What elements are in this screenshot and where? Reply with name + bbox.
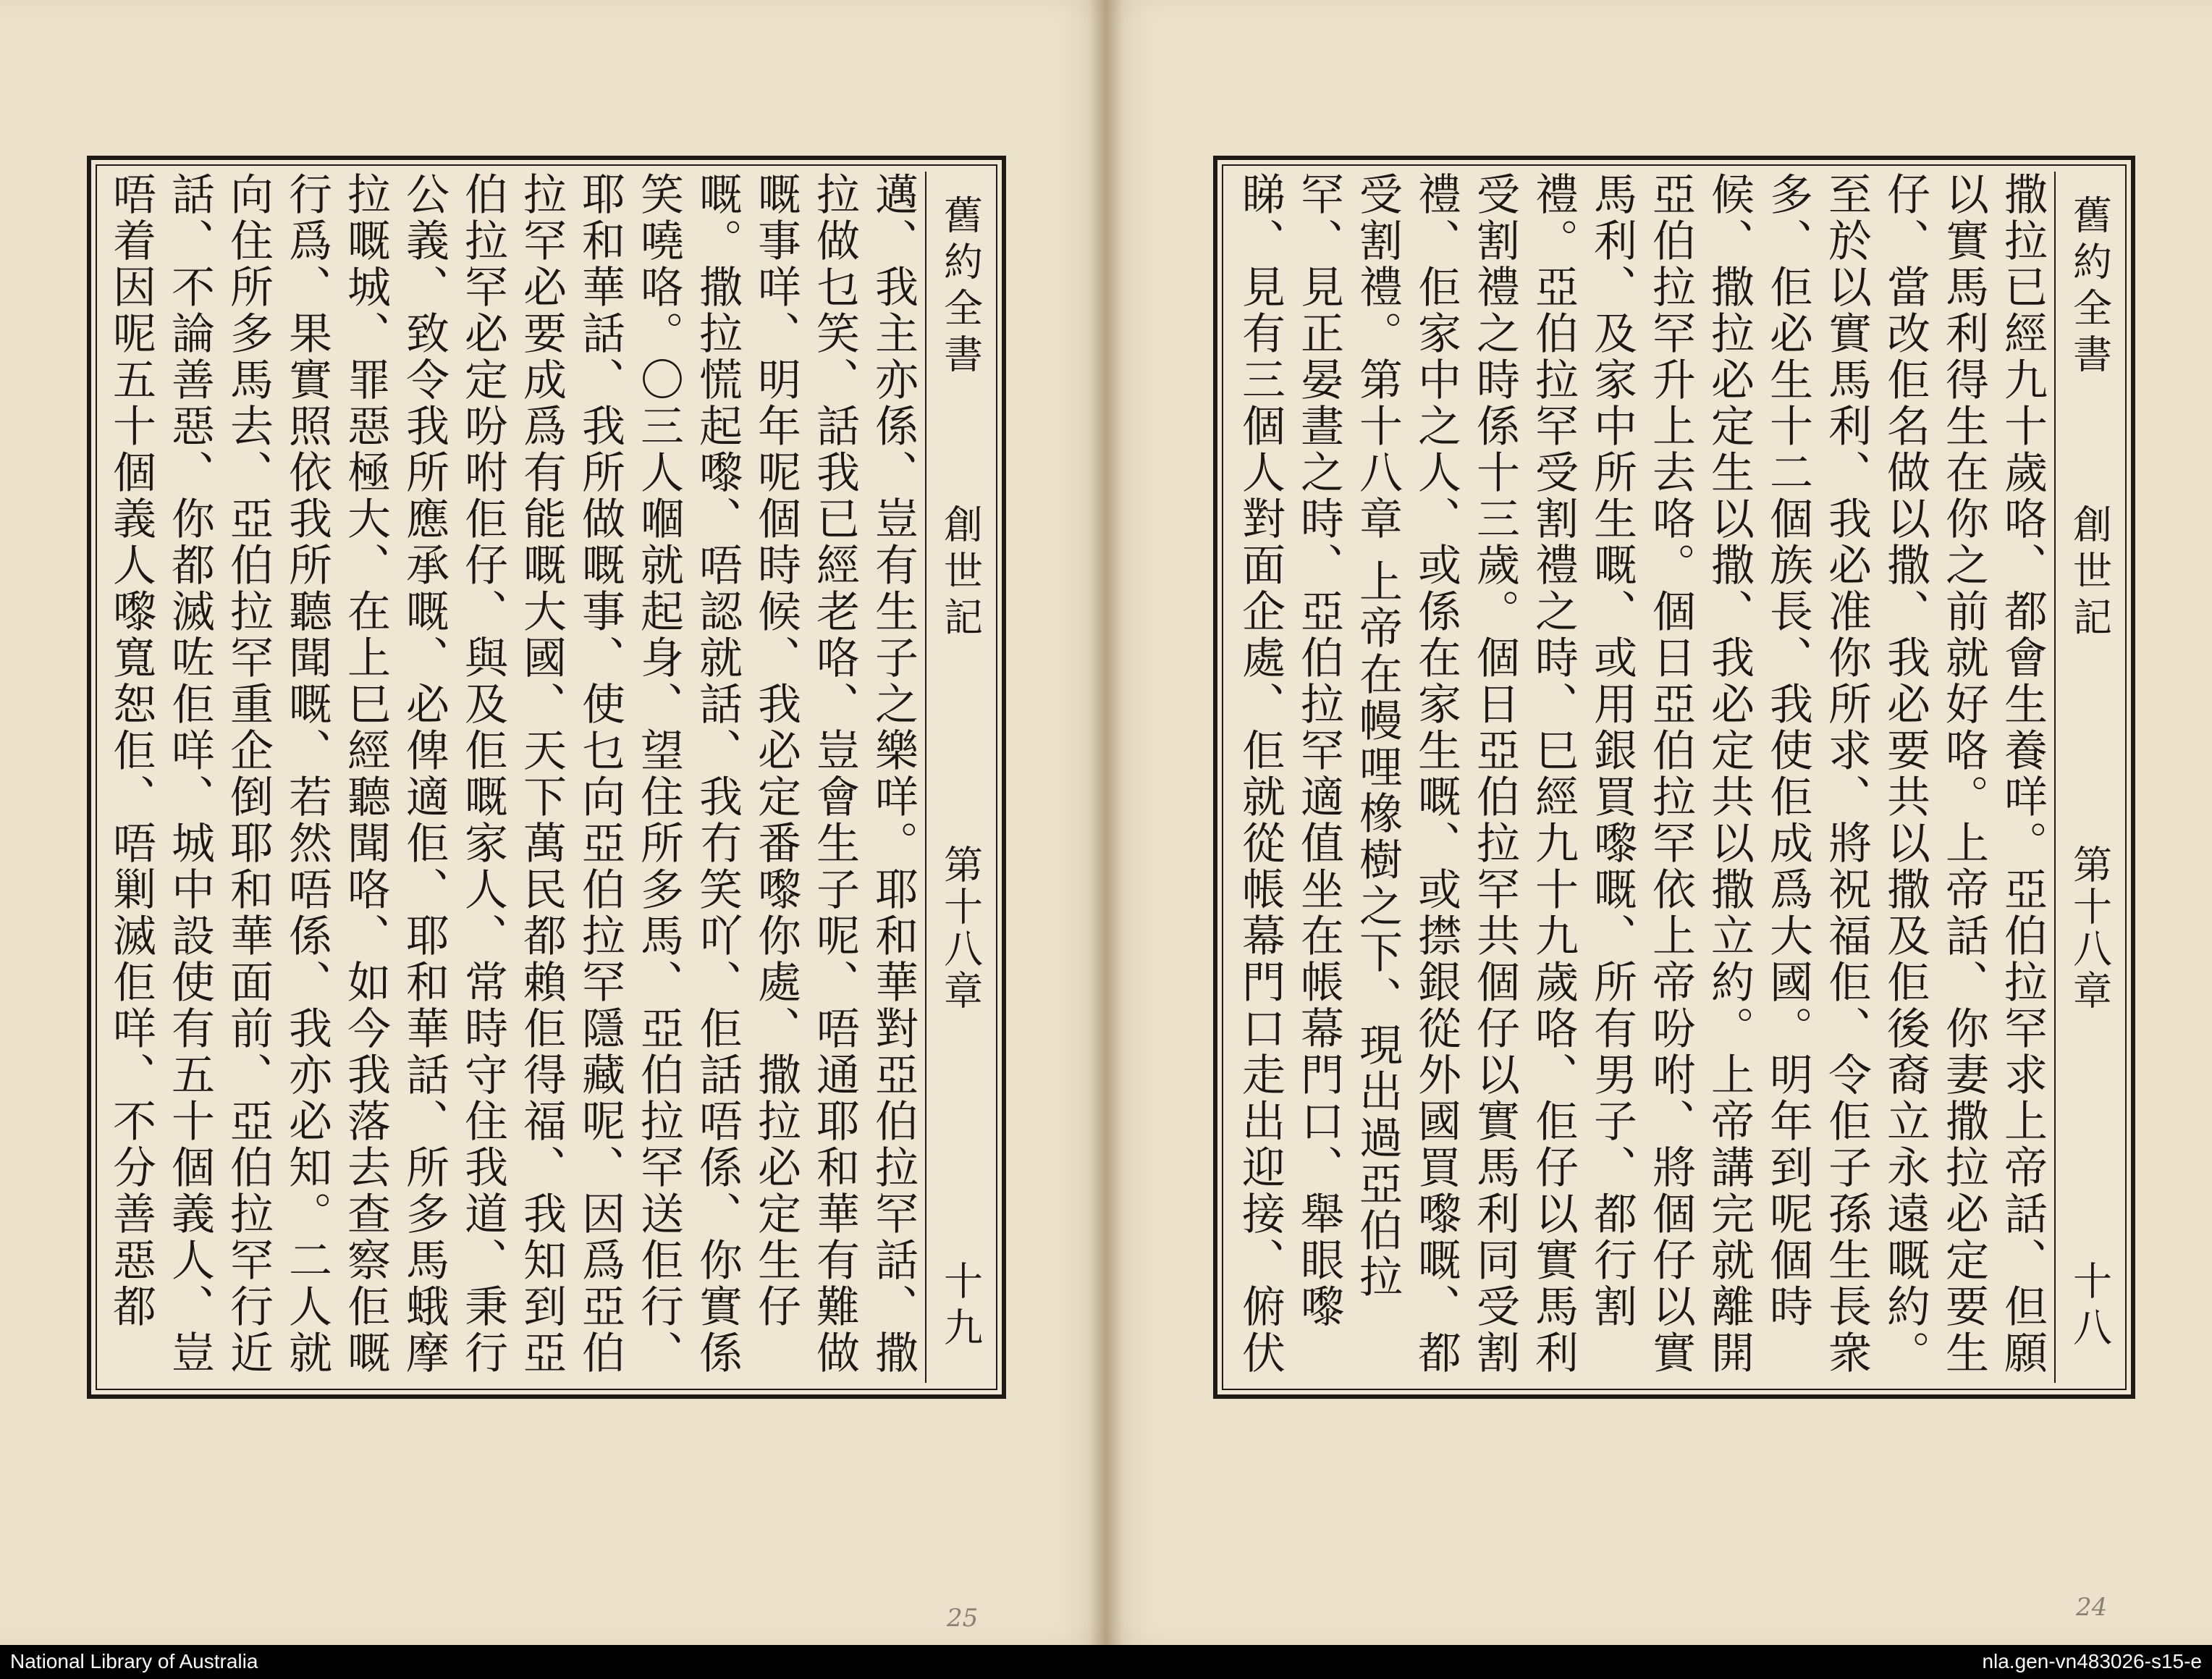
footer-identifier: nla.gen-vn483026-s15-e [1982,1650,2202,1672]
left-page-margin-column [925,172,995,1383]
left-page-text [101,172,922,1383]
footer-institution: National Library of Australia [10,1650,258,1672]
right-running-title: 舊約全書 [2067,195,2113,380]
left-page-body: 邁、我主亦係、豈有生子之樂咩。耶和華對亞伯拉罕話、撒拉做乜笑、話我已經老咯、豈會生子呢、唔通耶和華有難做嘅事咩、明年呢個時候、我必定番嚟你處、撒拉必定生仔嘅。撒拉慌起嚟、唔認就話、我冇笑吖、佢話唔係、你實係笑嘵咯。〇三人嗰就起身、望住所多馬、亞伯拉罕送佢行、耶和華話、我所做嘅事、使乜向亞伯拉罕隱藏呢、因爲亞伯拉罕必要成爲有能嘅大國、天下萬民都賴佢得福、我知到亞伯拉罕必定吩咐佢仔、與及佢嘅家人、常時守住我道、秉行公義、致令我所應承嘅、必俾適佢、耶和華話、所多馬蛾摩拉嘅城、罪惡極大、在上巳經聽聞咯、如今我落去查察佢嘅行爲、果實照依我所聽聞嘅、若然唔係、我亦必知。二人就向住所多馬去、亞伯拉罕重企倒耶和華面前、亞伯拉罕行近話、不論善惡、你都滅咗佢咩、城中設使有五十個義人、豈唔着因呢五十個義人嚟寬恕佢、唔剿滅佢咩、不分善惡都 [106,172,919,1376]
right-chapter-label: 第十八章 [2067,844,2113,1012]
right-page-margin-column [2054,172,2124,1383]
left-book-name: 創世記 [937,504,984,643]
right-page-text [1228,172,2051,1383]
right-pencil-mark: 24 [2076,1593,2108,1622]
left-pencil-mark: 25 [947,1604,979,1633]
left-chapter-label: 第十八章 [937,844,984,1012]
right-page-number: 十八 [2067,1261,2113,1353]
left-running-title: 舊約全書 [937,195,984,380]
left-page-number: 十九 [937,1261,984,1353]
footer-bar [0,1645,2212,1679]
book-gutter [1089,0,1123,1645]
right-book-name: 創世記 [2067,504,2113,643]
right-page-body: 撒拉已經九十歲咯、都會生養咩。亞伯拉罕求上帝話、但願以實馬利得生在你之前就好咯。上帝話、你妻撒拉必定要生仔、當改佢名做以撒、我必要共以撒及佢後裔立永遠嘅約。至於以實馬利、我必准你所求、將祝福佢、令佢子孫生長衆多、佢必生十二個族長、我使佢成爲大國。明年到呢個時候、撒拉必定生以撒、我必定共以撒立約。上帝講完就離開亞伯拉罕升上去咯。個日亞伯拉罕依上帝吩咐、將個仔以實馬利、及家中所生嘅、或用銀買嚟嘅、所有男子、都行割禮。亞伯拉罕受割禮之時、巳經九十九歲咯、佢仔以實馬利受割禮之時係十三歲。個日亞伯拉罕共個仔以實馬利同受割禮、佢家中之人、或係在家生嘅、或㩒銀從外國買嚟嘅、都受割禮。第十八章 上帝在幔哩橡樹之下、現出過亞伯拉罕、見正晏晝之時、亞伯拉罕適值坐在帳幕門口、舉眼嚟睇、見有三個人對面企處、佢就從帳幕門口走出迎接、俯伏 [1235,172,2048,1376]
right-page-frame [1213,156,2135,1399]
left-page-frame [87,156,1006,1399]
